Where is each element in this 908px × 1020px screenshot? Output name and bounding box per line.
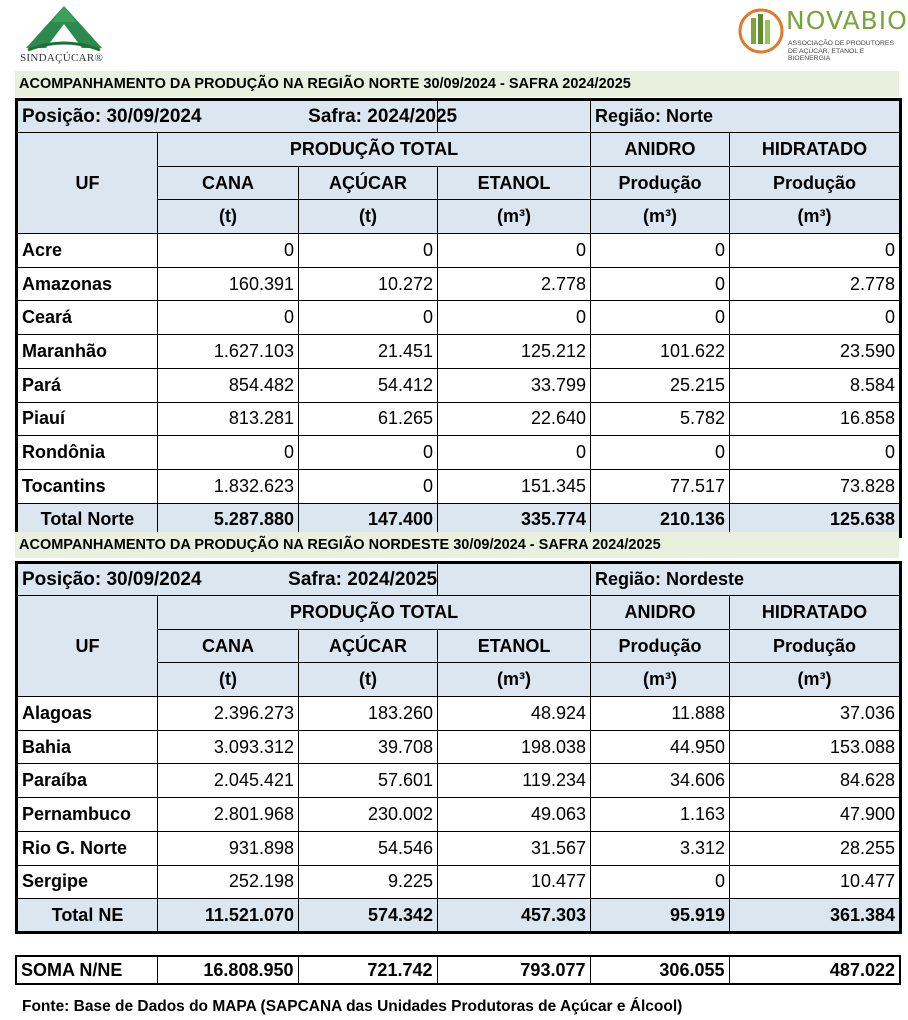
etanol-value: 22.640 [438,402,591,436]
norte-cana-header: CANA [158,166,299,200]
state-name: Pernambuco [17,798,158,832]
nordeste-cana-header: CANA [158,629,299,663]
anidro-value: 0 [591,436,730,470]
norte-unit-hidratado: (m³) [730,200,901,234]
nordeste-uf-header: UF [17,596,158,697]
soma-cana: 16.808.950 [157,956,298,984]
etanol-value: 0 [438,301,591,335]
cana-value: 0 [158,234,299,268]
nordeste-position-row [17,563,901,596]
norte-regiao: Região: Norte [591,100,901,133]
table-row [17,831,901,865]
table-row [17,436,901,470]
acucar-value: 39.708 [299,730,438,764]
anidro-value: 1.163 [591,798,730,832]
norte-uf-header: UF [17,133,158,234]
table-row [17,368,901,402]
acucar-value: 230.002 [299,798,438,832]
nordeste-unit-anidro: (m³) [591,663,730,697]
nordeste-section-title: ACOMPANHAMENTO DA PRODUÇÃO NA REGIÃO NORDESTE 30/09/2024 - SAFRA 2024/2025 [15,532,899,558]
norte-header-row-1 [17,133,901,167]
table-row [17,469,901,503]
state-name: Amazonas [17,267,158,301]
nordeste-table [15,561,902,934]
anidro-value: 0 [591,865,730,899]
acucar-value: 54.546 [299,831,438,865]
novabio-logo-mark [738,6,784,56]
state-name: Piauí [17,402,158,436]
hidratado-value: 84.628 [730,764,901,798]
nordeste-total-cana: 11.521.070 [158,899,299,933]
header [0,0,908,70]
anidro-value: 101.622 [591,335,730,369]
acucar-value: 0 [299,301,438,335]
hidratado-value: 28.255 [730,831,901,865]
sindacucar-logo [18,2,118,68]
soma-row [16,956,900,984]
cana-value: 2.801.968 [158,798,299,832]
norte-safra: Safra: 2024/2025 [308,105,458,127]
etanol-value: 48.924 [438,697,591,731]
nordeste-total-acucar: 574.342 [299,899,438,933]
etanol-value: 10.477 [438,865,591,899]
soma-table [15,955,901,985]
etanol-value: 125.212 [438,335,591,369]
novabio-logo [738,6,908,62]
hidratado-value: 10.477 [730,865,901,899]
acucar-value: 183.260 [299,697,438,731]
norte-section-title: ACOMPANHAMENTO DA PRODUÇÃO NA REGIÃO NORTE 30/09/2024 - SAFRA 2024/2025 [15,71,899,97]
anidro-value: 34.606 [591,764,730,798]
nordeste-anidro-header: ANIDRO [591,596,730,630]
hidratado-value: 47.900 [730,798,901,832]
state-name: Sergipe [17,865,158,899]
nordeste-unit-etanol: (m³) [438,663,591,697]
nordeste-total-etanol: 457.303 [438,899,591,933]
cana-value: 813.281 [158,402,299,436]
hidratado-value: 16.858 [730,402,901,436]
norte-posicao: Posição: 30/09/2024 [22,105,202,127]
anidro-value: 0 [591,234,730,268]
norte-anidro-header: ANIDRO [591,133,730,167]
hidratado-value: 23.590 [730,335,901,369]
cana-value: 854.482 [158,368,299,402]
acucar-value: 57.601 [299,764,438,798]
state-name: Maranhão [17,335,158,369]
table-row [17,301,901,335]
anidro-value: 11.888 [591,697,730,731]
nordeste-total-row [17,899,901,933]
norte-hidratado-producao-header: Produção [730,166,901,200]
nordeste-total-label: Total NE [17,899,158,933]
sindacucar-logo-mark [18,2,110,54]
norte-unit-anidro: (m³) [591,200,730,234]
anidro-value: 0 [591,267,730,301]
acucar-value: 0 [299,469,438,503]
etanol-value: 31.567 [438,831,591,865]
cana-value: 0 [158,301,299,335]
hidratado-value: 73.828 [730,469,901,503]
soma-anidro: 306.055 [590,956,729,984]
nordeste-etanol-header: ETANOL [438,629,591,663]
table-row [17,798,901,832]
cana-value: 1.832.623 [158,469,299,503]
acucar-value: 10.272 [299,267,438,301]
norte-total-anidro: 210.136 [591,503,730,537]
norte-unit-etanol: (m³) [438,200,591,234]
state-name: Tocantins [17,469,158,503]
nordeste-producao-total-header: PRODUÇÃO TOTAL [158,596,591,630]
nordeste-safra: Safra: 2024/2025 [288,568,438,590]
novabio-name: NOVABIO [786,6,908,35]
etanol-value: 49.063 [438,798,591,832]
cana-value: 1.627.103 [158,335,299,369]
nordeste-position-spacer [438,563,591,596]
table-row [17,697,901,731]
norte-total-acucar: 147.400 [299,503,438,537]
acucar-value: 54.412 [299,368,438,402]
soma-label: SOMA N/NE [16,956,157,984]
norte-total-etanol: 335.774 [438,503,591,537]
acucar-value: 61.265 [299,402,438,436]
anidro-value: 77.517 [591,469,730,503]
state-name: Paraíba [17,764,158,798]
nordeste-anidro-producao-header: Produção [591,629,730,663]
norte-acucar-header: AÇÚCAR [299,166,438,200]
anidro-value: 3.312 [591,831,730,865]
norte-unit-cana: (t) [158,200,299,234]
hidratado-value: 153.088 [730,730,901,764]
etanol-value: 33.799 [438,368,591,402]
sindacucar-brand: SINDAÇÚCAR® [20,52,104,64]
etanol-value: 119.234 [438,764,591,798]
hidratado-value: 0 [730,301,901,335]
nordeste-unit-acucar: (t) [299,663,438,697]
nordeste-posicao: Posição: 30/09/2024 [22,568,202,590]
etanol-value: 198.038 [438,730,591,764]
table-row [17,267,901,301]
nordeste-total-anidro: 95.919 [591,899,730,933]
nordeste-hidratado-producao-header: Produção [730,629,901,663]
norte-total-hidratado: 125.638 [730,503,901,537]
acucar-value: 0 [299,436,438,470]
nordeste-regiao: Região: Nordeste [591,563,901,596]
hidratado-value: 0 [730,234,901,268]
state-name: Bahia [17,730,158,764]
acucar-value: 0 [299,234,438,268]
state-name: Ceará [17,301,158,335]
norte-position-spacer [438,100,591,133]
soma-acucar: 721.742 [298,956,437,984]
hidratado-value: 0 [730,436,901,470]
anidro-value: 5.782 [591,402,730,436]
cana-value: 931.898 [158,831,299,865]
nordeste-unit-cana: (t) [158,663,299,697]
etanol-value: 2.778 [438,267,591,301]
norte-position-safra [17,100,458,133]
hidratado-value: 37.036 [730,697,901,731]
novabio-subtitle: ASSOCIAÇÃO DE PRODUTORES DE AÇÚCAR, ETANOL E BIOENERGIA [788,40,895,62]
state-name: Alagoas [17,697,158,731]
norte-anidro-producao-header: Produção [591,166,730,200]
etanol-value: 0 [438,234,591,268]
anidro-value: 0 [591,301,730,335]
cana-value: 252.198 [158,865,299,899]
table-row [17,402,901,436]
norte-table [15,98,902,538]
cana-value: 2.396.273 [158,697,299,731]
nordeste-hidratado-header: HIDRATADO [730,596,901,630]
hidratado-value: 8.584 [730,368,901,402]
nordeste-header-row-1 [17,596,901,630]
norte-position-row [17,100,901,133]
acucar-value: 21.451 [299,335,438,369]
etanol-value: 151.345 [438,469,591,503]
cana-value: 2.045.421 [158,764,299,798]
norte-producao-total-header: PRODUÇÃO TOTAL [158,133,591,167]
cana-value: 160.391 [158,267,299,301]
table-row [17,730,901,764]
anidro-value: 25.215 [591,368,730,402]
table-row [17,764,901,798]
norte-hidratado-header: HIDRATADO [730,133,901,167]
table-row [17,335,901,369]
acucar-value: 9.225 [299,865,438,899]
state-name: Rondônia [17,436,158,470]
etanol-value: 0 [438,436,591,470]
norte-etanol-header: ETANOL [438,166,591,200]
norte-total-cana: 5.287.880 [158,503,299,537]
hidratado-value: 2.778 [730,267,901,301]
nordeste-unit-hidratado: (m³) [730,663,901,697]
norte-total-label: Total Norte [17,503,158,537]
table-row [17,865,901,899]
state-name: Acre [17,234,158,268]
cana-value: 0 [158,436,299,470]
table-row [17,234,901,268]
nordeste-total-hidratado: 361.384 [730,899,901,933]
source-note: Fonte: Base de Dados do MAPA (SAPCANA das Unidades Produtoras de Açúcar e Álcool) [22,998,683,1015]
norte-unit-acucar: (t) [299,200,438,234]
state-name: Pará [17,368,158,402]
anidro-value: 44.950 [591,730,730,764]
soma-hidratado: 487.022 [729,956,900,984]
cana-value: 3.093.312 [158,730,299,764]
soma-etanol: 793.077 [437,956,590,984]
nordeste-position-safra [17,563,438,596]
nordeste-acucar-header: AÇÚCAR [299,629,438,663]
state-name: Rio G. Norte [17,831,158,865]
